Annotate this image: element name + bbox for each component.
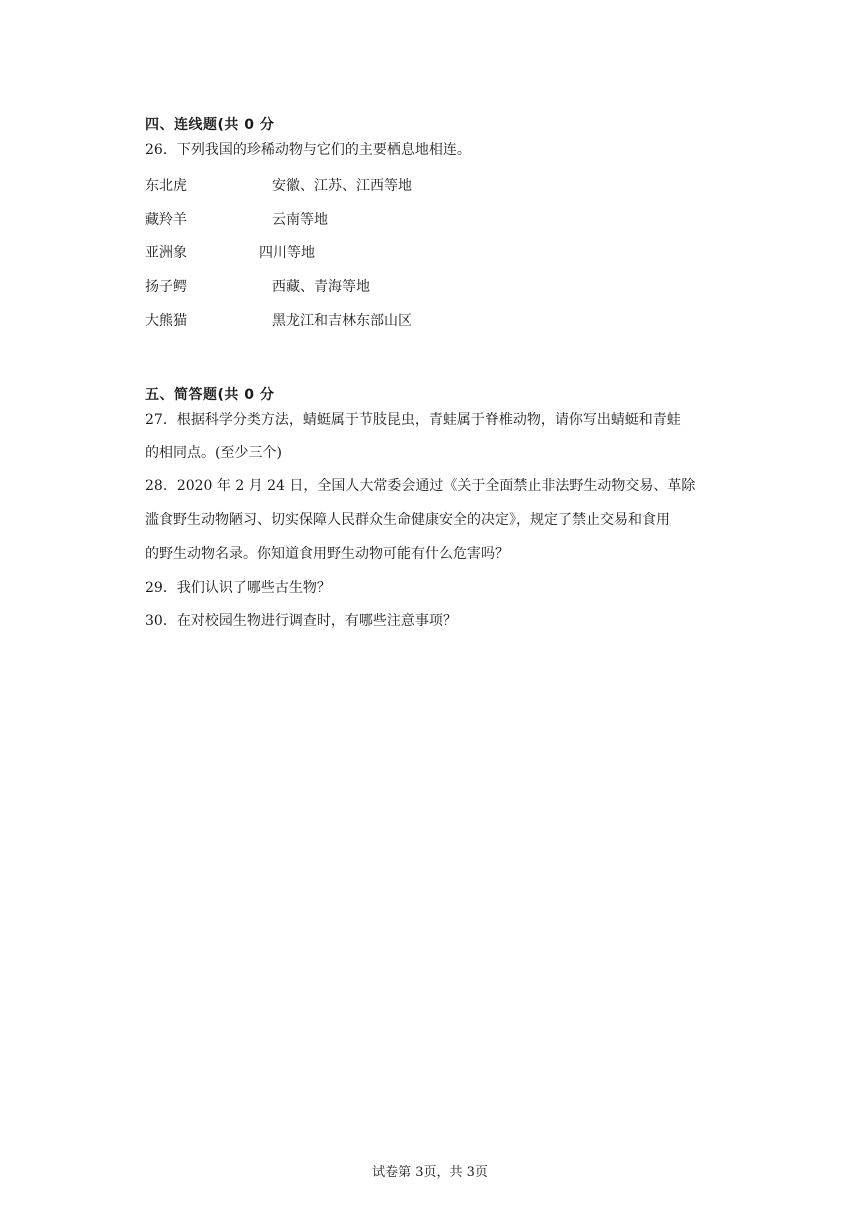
habitat-item: 安徽、江苏、江西等地 xyxy=(272,178,412,194)
question-27-line-2: 的相同点。(至少三个) xyxy=(145,445,282,461)
habitat-item: 四川等地 xyxy=(259,245,315,261)
question-27-line-1: 27．根据科学分类方法，蜻蜓属于节肢昆虫，青蛙属于脊椎动物，请你写出蜻蜓和青蛙 xyxy=(145,412,681,428)
question-28-line-1: 28．2020 年 2 月 24 日，全国人大常委会通过《关于全面禁止非法野生动物交易、革除 xyxy=(145,478,696,494)
question-30: 30．在对校园生物进行调查时，有哪些注意事项？ xyxy=(145,613,457,629)
animal-item: 东北虎 xyxy=(145,178,187,194)
question-28-line-2: 滥食野生动物陋习、切实保障人民群众生命健康安全的决定》，规定了禁止交易和食用 xyxy=(145,512,670,528)
animal-item: 亚洲象 xyxy=(145,245,187,261)
habitat-item: 黑龙江和吉林东部山区 xyxy=(272,313,412,329)
section-5-title: 五、简答题(共 0 分 xyxy=(145,387,275,403)
habitat-item: 云南等地 xyxy=(272,212,328,228)
question-29: 29．我们认识了哪些古生物？ xyxy=(145,580,331,596)
section-4-title: 四、连线题(共 0 分 xyxy=(145,117,275,133)
page-footer: 试卷第 3页，共 3页 xyxy=(372,1165,488,1180)
question-28-line-3: 的野生动物名录。你知道食用野生动物可能有什么危害吗？ xyxy=(145,546,509,562)
habitat-item: 西藏、青海等地 xyxy=(272,279,370,295)
animal-item: 大熊猫 xyxy=(145,313,187,329)
question-26: 26．下列我国的珍稀动物与它们的主要栖息地相连。 xyxy=(145,142,471,158)
animal-item: 藏羚羊 xyxy=(145,212,187,228)
animal-item: 扬子鳄 xyxy=(145,279,187,295)
